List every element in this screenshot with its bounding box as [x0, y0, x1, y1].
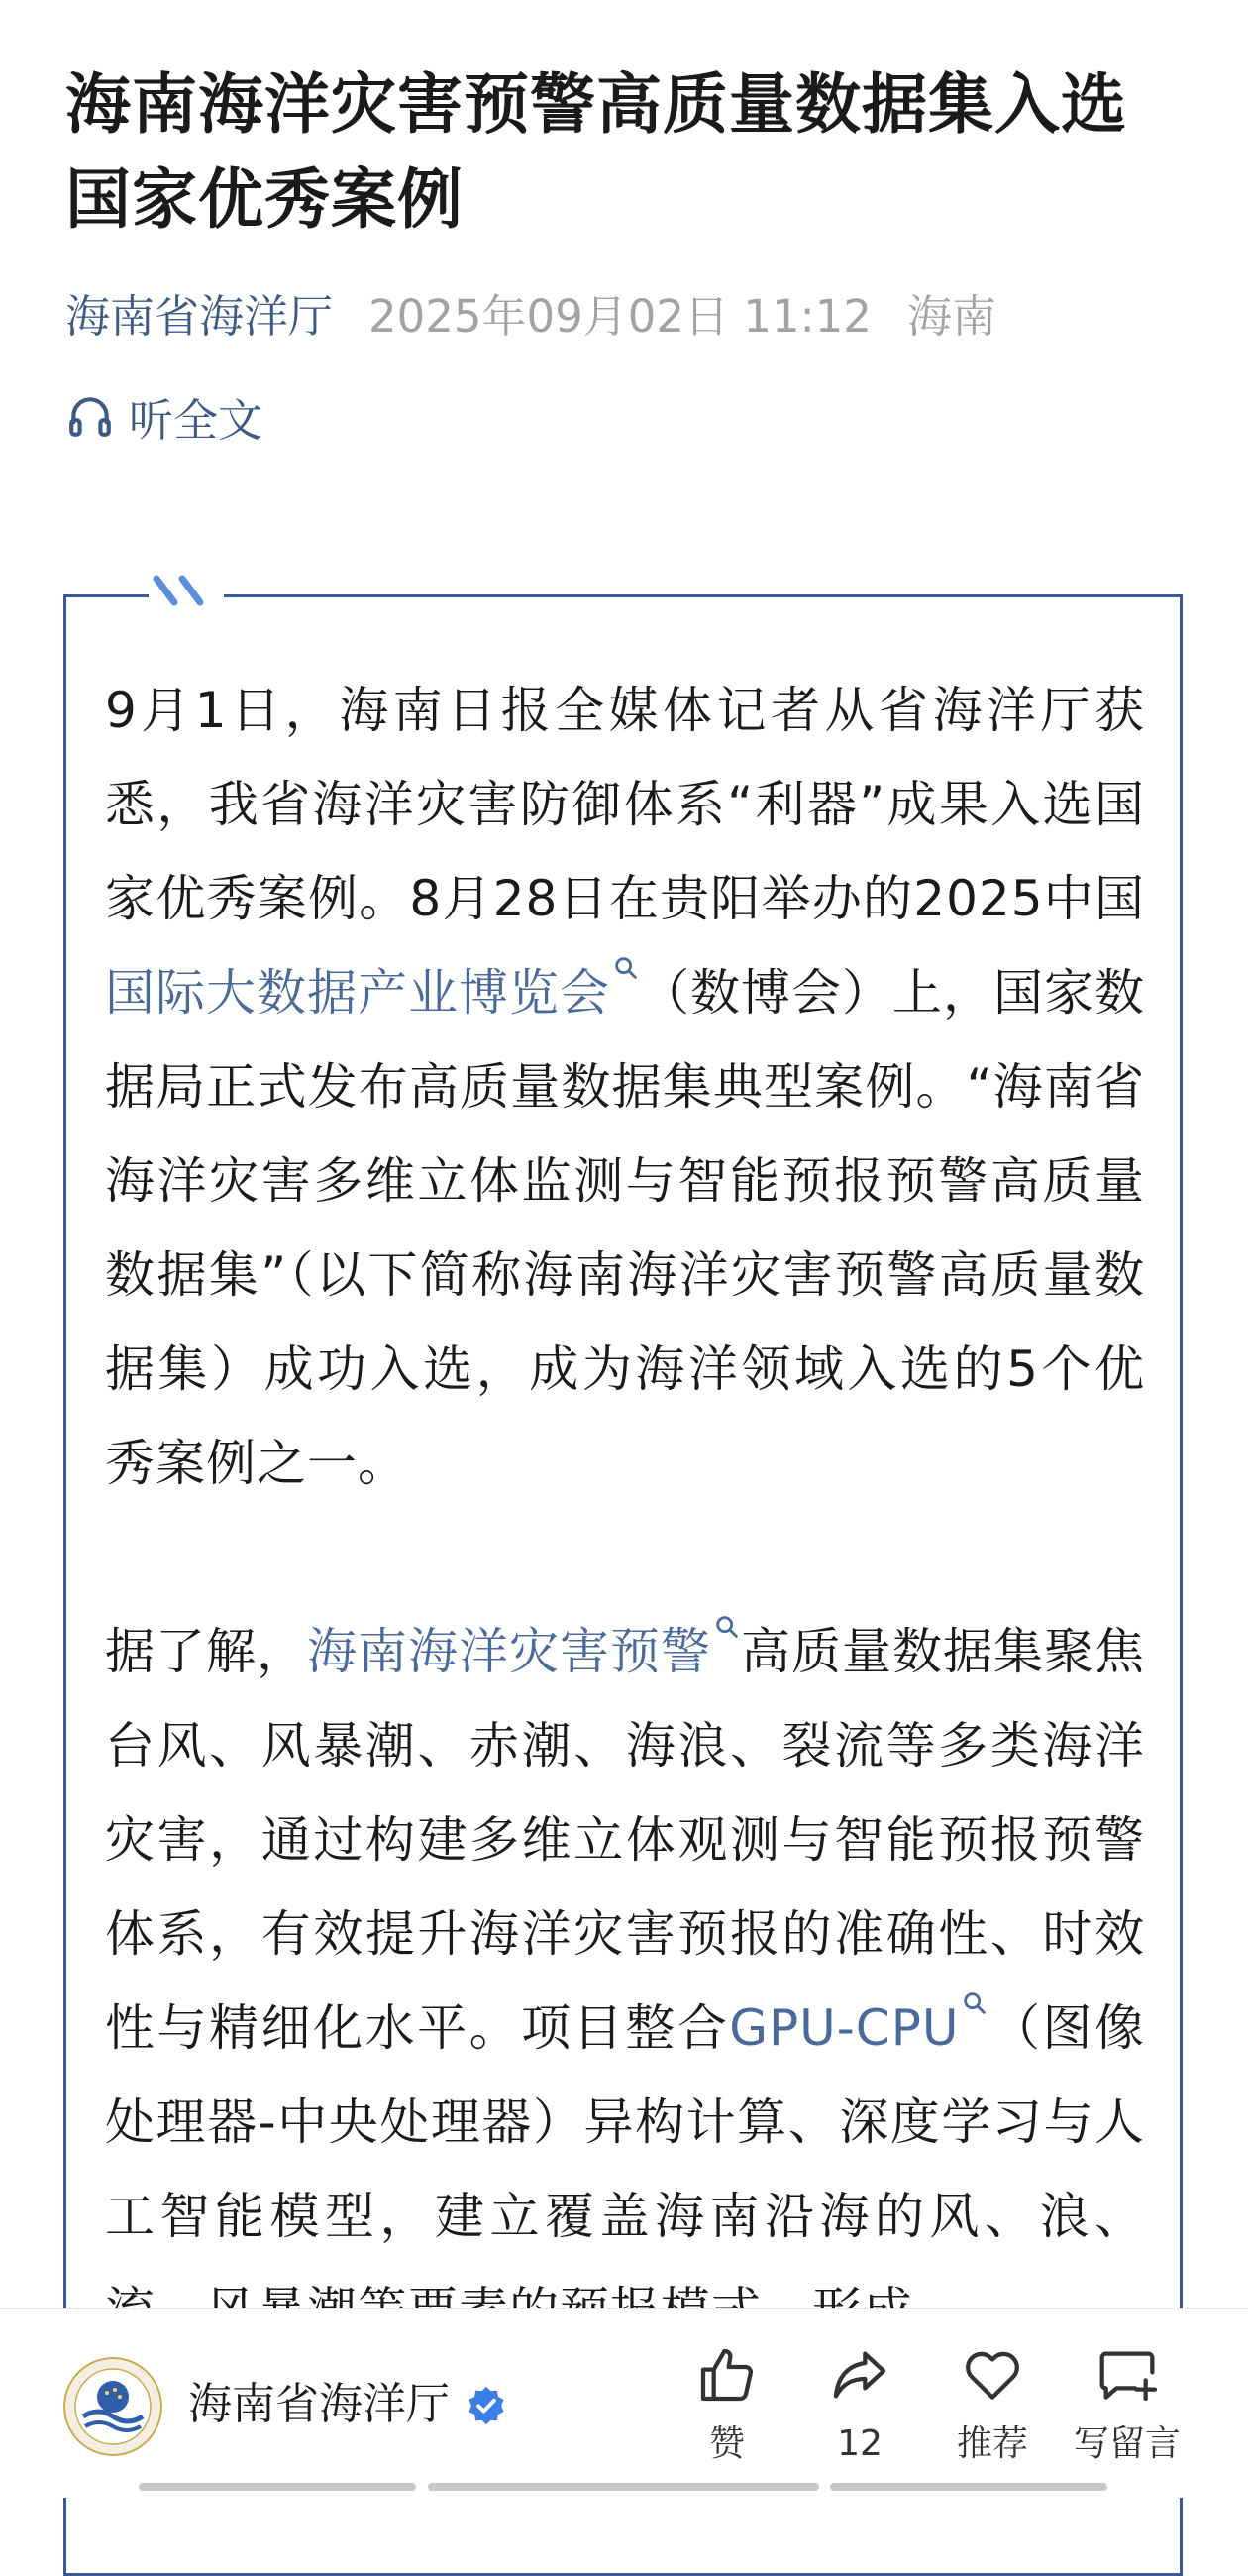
scroll-indicator-segment	[428, 2483, 819, 2491]
scroll-indicator-segment	[830, 2483, 1107, 2491]
recommend-button[interactable]	[923, 2343, 1062, 2472]
account-avatar[interactable]	[63, 2357, 162, 2456]
verified-badge-icon	[466, 2385, 507, 2426]
paragraph-text: （数博会）上，国家数据局正式发布高质量数据集典型案例。“海南省海洋灾害多维立体监测与智能预报预警高质量数据集”（以下简称海南海洋灾害预警高质量数据集）成功入选，成为海洋领域入选的5个优秀案例之一。	[105, 964, 1145, 1492]
search-icon[interactable]	[713, 1613, 741, 1641]
paragraph-text: 据了解，	[105, 1623, 307, 1680]
article-meta	[65, 287, 996, 347]
like-label: 赞	[708, 2423, 745, 2464]
like-button[interactable]	[658, 2343, 796, 2472]
search-link-gpu-cpu[interactable]: GPU-CPU	[729, 1999, 960, 2057]
headphones-icon	[65, 391, 115, 441]
bottom-action-bar	[0, 2308, 1248, 2498]
search-link-warning[interactable]: 海南海洋灾害预警	[307, 1623, 711, 1680]
share-arrow-icon	[828, 2343, 891, 2407]
quote-mark-icon	[149, 573, 224, 610]
listen-button[interactable]	[65, 386, 262, 446]
thumbs-up-icon	[695, 2343, 759, 2407]
share-count: 12	[837, 2423, 883, 2464]
paragraph-text: 高质量数据集聚焦台风、风暴潮、赤潮、海浪、裂流等多类海洋灾害，通过构建多维立体观测与智能预报预警体系，有效提升海洋灾害预报的准确性、时效性与精细化水平。项目整合	[105, 1623, 1145, 2057]
article-title: 海南海洋灾害预警高质量数据集入选国家优秀案例	[65, 66, 1127, 238]
account-name[interactable]: 海南省海洋厅	[188, 2379, 450, 2429]
paragraph-1	[105, 664, 1145, 1511]
search-icon[interactable]	[612, 954, 640, 982]
comment-button[interactable]	[1058, 2343, 1196, 2472]
source-link[interactable]: 海南省海洋厅	[65, 290, 334, 343]
share-button[interactable]	[790, 2343, 929, 2472]
recommend-label: 推荐	[956, 2423, 1028, 2464]
comment-label: 写留言	[1073, 2423, 1181, 2464]
publish-date: 2025年09月02日 11:12	[368, 290, 873, 343]
region-label: 海南	[907, 290, 997, 343]
paragraph-text: （图像处理器-中央处理器）异构计算、深度学习与人工智能模型，建立覆盖海南沿海的风、浪、	[105, 1999, 1146, 2245]
scroll-indicator-segment	[139, 2483, 416, 2491]
search-icon[interactable]	[961, 1989, 988, 2017]
listen-label: 听全文	[129, 393, 263, 447]
comment-add-icon	[1095, 2343, 1159, 2407]
paragraph-text: 9月1日，海南日报全媒体记者从省海洋厅获悉，我省海洋灾害防御体系“利器”成果入选国家优秀案例。8月28日在贵阳举办的2025中国	[105, 682, 1145, 927]
search-link-expo[interactable]: 国际大数据产业博览会	[105, 964, 610, 1021]
article-body	[105, 664, 1145, 2452]
heart-icon	[961, 2343, 1024, 2407]
paragraph-2	[105, 1605, 1145, 2358]
